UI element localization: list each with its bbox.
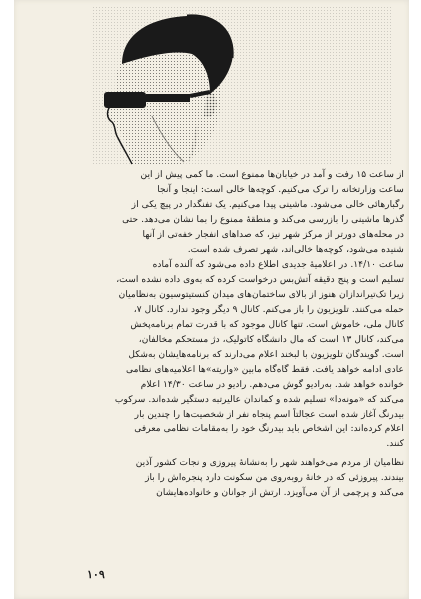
text-line: کانال ملی، خاموش است. تنها کانال موجود که با قدرت تمام برنامه‌پخش bbox=[130, 319, 404, 331]
text-line: کنند. bbox=[386, 438, 404, 450]
text-line: از ساعت ۱۵ رفت و آمد در خیابان‌ها ممنوع است. ما کمی پیش از این bbox=[140, 169, 404, 180]
text-line: زیرا تک‌تیراندازان هنوز از بالای ساختمان‌های میدان کنستیتوسیون به‌نظامیان bbox=[118, 289, 404, 301]
text-line: عادی ادامه خواهد یافت. فقط گاه‌گاه مابین «واریته»ها اعلامیه‌های نظامی bbox=[125, 363, 404, 375]
portrait-photo bbox=[92, 6, 392, 166]
text-line: گذرها ماشینی را بازرسی می‌کند و منطقهٔ ممنوع را بما نشان می‌دهد. حتی bbox=[122, 213, 404, 225]
paragraph-surrender bbox=[82, 258, 404, 452]
text-line: نظامیان از مردم می‌خواهند شهر را به‌نشانهٔ پیروزی و نجات کشور آذین bbox=[135, 457, 404, 469]
text-line: می‌کند و پرچمی از آن می‌آویزد. ارتش از جوانان و خانواده‌هایشان bbox=[156, 487, 404, 499]
text-line: تسلیم است و پنج دقیقه آتش‌بس درخواست کرده که به‌وی داده نشده است، bbox=[116, 274, 404, 286]
text-line: رگبارهائی خالی می‌شود. ماشینی پیدا می‌کنیم. یک تفنگدار در پیچ یکی از bbox=[131, 198, 404, 210]
article-body bbox=[82, 168, 404, 501]
text-line: می‌کند که «مونه‌دا» تسلیم شده و کماندان عالیرتبه دستگیر شده‌اند. سرکوب bbox=[114, 393, 404, 405]
text-line: در محله‌های دورتر از مرکز شهر نیز، که صداهای انفجار خفه‌تی از آنها bbox=[142, 228, 404, 240]
book-page bbox=[14, 0, 409, 599]
paragraph-celebration bbox=[82, 456, 404, 501]
text-line: می‌کند، کانال ۱۳ است که مال دانشگاه کاتولیک، دژ مستحکم مخالفان، bbox=[138, 333, 404, 345]
text-line: اعلام کرده‌اند: این اشخاص باید بیدرنگ خود را به‌مقامات نظامی معرفی bbox=[134, 423, 404, 435]
paragraph-curfew bbox=[82, 168, 404, 257]
text-line: بیندند. پیروزئی که در خانهٔ روبه‌روی من سکونت دارد پنجره‌اش را باز bbox=[145, 472, 404, 484]
text-line: شنیده می‌شود، کوچه‌ها خالی‌اند، شهر تصرف شده است. bbox=[187, 243, 404, 255]
text-line: حمله می‌کنند. تلویزیون را باز می‌کنم. کانال ۹ دیگر وجود ندارد. کانال ۷، bbox=[133, 304, 404, 316]
text-line: خوانده خواهد شد. به‌رادیو گوش می‌دهم. رادیو در ساعت ۱۴/۳۰ اعلام bbox=[140, 378, 404, 390]
text-line: است. گویندگان تلویزیون با لبخند اعلام می‌دارند که برنامه‌هایشان به‌شکل bbox=[128, 348, 404, 360]
page-number: ۱۰۹ bbox=[87, 568, 105, 581]
text-line: بیدرنگ آغاز شده است عجالتاً اسم پنجاه نفر از شخصیت‌ها را چندین بار bbox=[134, 408, 404, 420]
text-line: ساعت ۱۴/۱۰. در اعلامیهٔ جدیدی اطلاع داده می‌شود که آلنده آماده bbox=[152, 259, 404, 271]
text-line: ساعت وزارتخانه را ترک می‌کنیم. کوچه‌ها خالی است: اینجا و آنجا bbox=[157, 183, 404, 195]
man-with-glasses-portrait bbox=[92, 6, 392, 166]
